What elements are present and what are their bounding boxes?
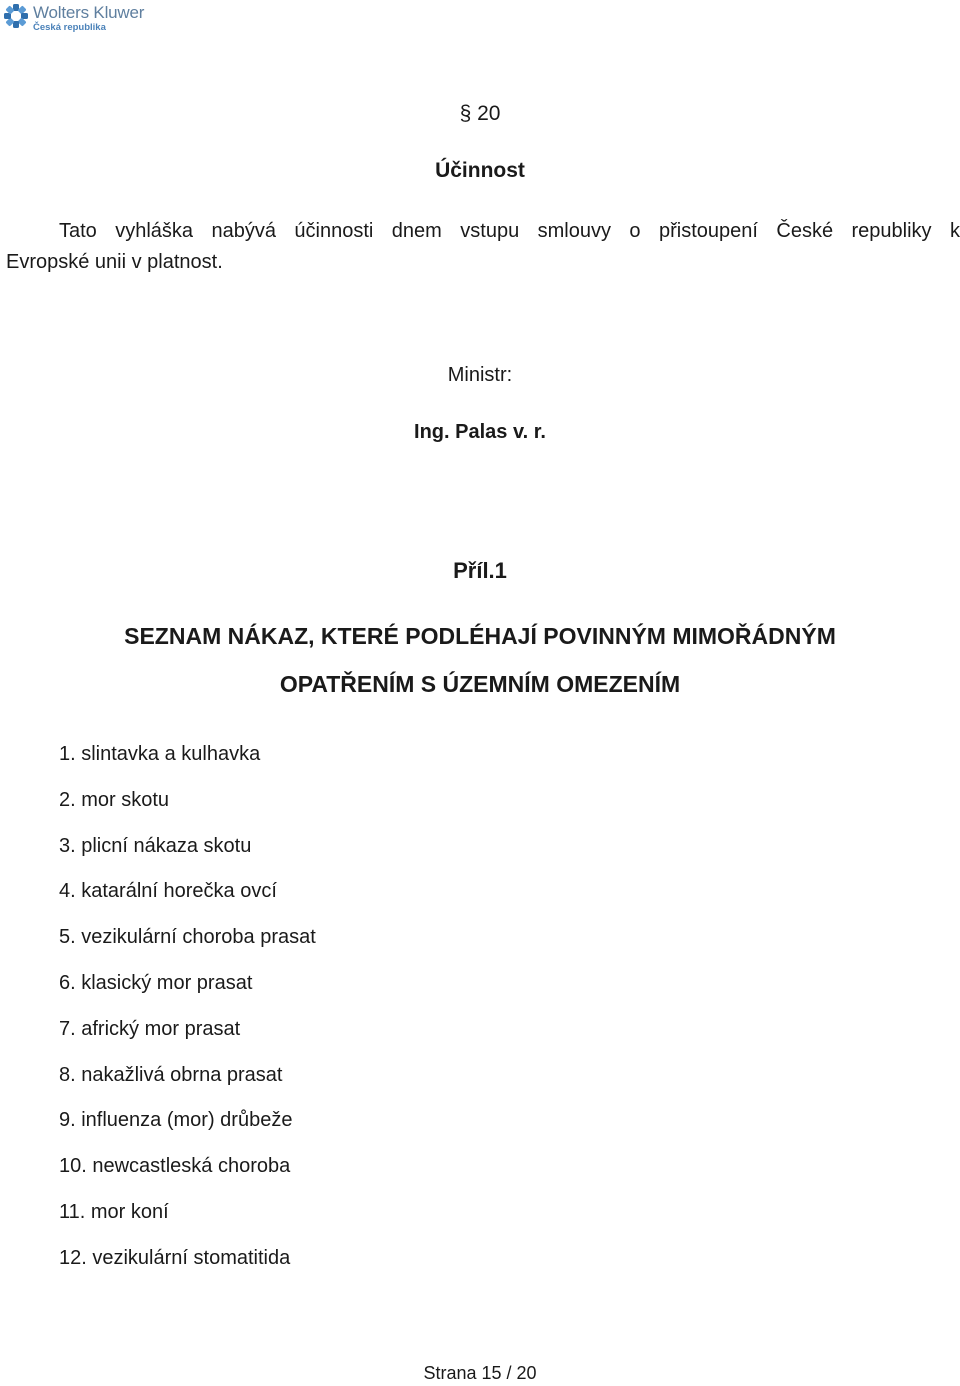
list-item: 2. mor skotu (59, 788, 170, 811)
list-item: 10. newcastleská choroba (59, 1155, 291, 1178)
paragraph-number: § 20 (459, 102, 501, 125)
list-item: 11. mor koní (59, 1200, 169, 1223)
list-item: 4. katarální horečka ovcí (59, 880, 277, 903)
logo-text (33, 3, 144, 33)
annex-title-line-1: SEZNAM NÁKAZ, KTERÉ PODLÉHAJÍ POVINNÝM MIMOŘÁDNÝM (124, 623, 836, 649)
wolters-kluwer-logo (3, 3, 144, 33)
page-footer: Strana 15 / 20 (423, 1363, 537, 1383)
list-item: 3. plicní nákaza skotu (59, 834, 252, 857)
logo-subtitle: Česká republika (33, 22, 106, 33)
annex-label: Příl.1 (453, 558, 507, 583)
wolters-kluwer-logo-icon (3, 3, 29, 29)
logo-name: Wolters Kluwer (33, 3, 145, 22)
body-paragraph (6, 216, 960, 278)
list-item: 6. klasický mor prasat (59, 971, 253, 994)
annex-title-line-2: OPATŘENÍM S ÚZEMNÍM OMEZENÍM (279, 671, 681, 697)
body-line-1: Tato vyhláška nabývá účinnosti dnem vstupu smlouvy o přistoupení České republiky k (59, 220, 960, 242)
minister-name: Ing. Palas v. r. (414, 421, 546, 443)
minister-label: Ministr: (447, 364, 513, 386)
list-item: 5. vezikulární choroba prasat (59, 926, 316, 949)
list-item: 1. slintavka a kulhavka (59, 743, 261, 765)
list-item: 9. influenza (mor) drůbeže (59, 1109, 293, 1132)
body-line-2: Evropské unii v platnost. (6, 251, 223, 273)
list-item: 12. vezikulární stomatitida (59, 1246, 291, 1269)
section-heading: Účinnost (435, 159, 525, 182)
list-item: 8. nakažlivá obrna prasat (59, 1063, 283, 1086)
disease-list (59, 742, 316, 1292)
list-item: 7. africký mor prasat (59, 1017, 241, 1040)
